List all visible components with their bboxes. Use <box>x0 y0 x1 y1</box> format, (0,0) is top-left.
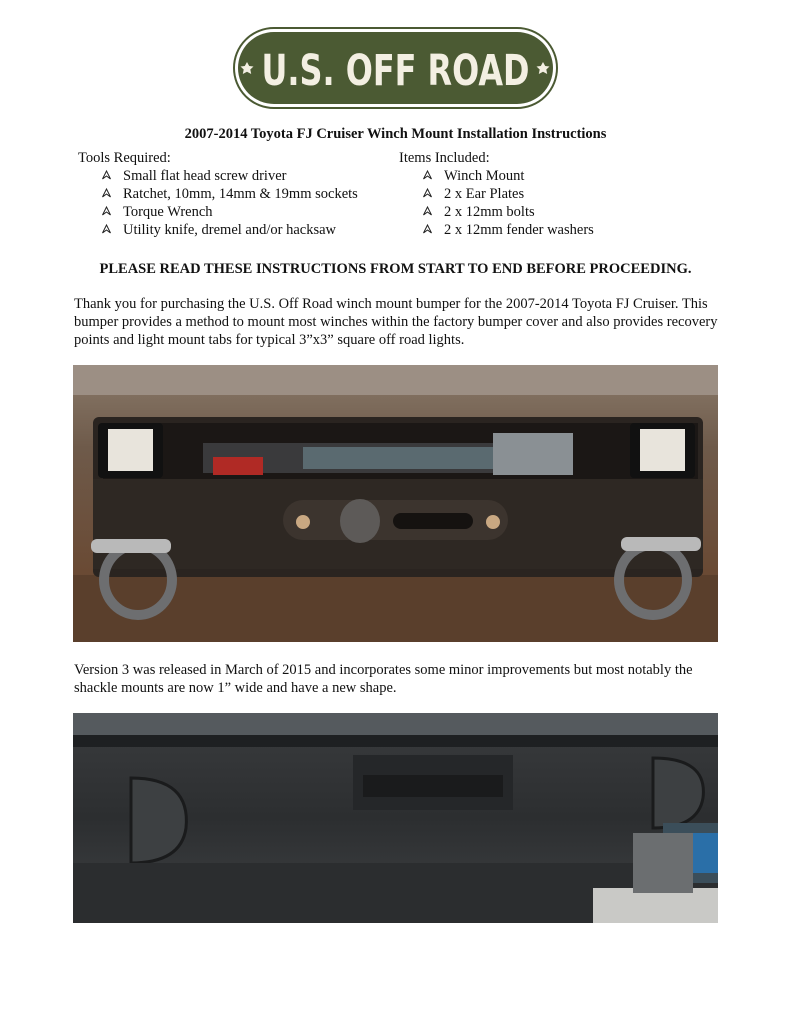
logo-text: U.S. OFF ROAD <box>261 46 530 96</box>
items-included-section <box>399 149 729 239</box>
version-note-paragraph: Version 3 was released in March of 2015 and incorporates some minor improvements but most notably the shackle mounts are now 1” wide and have a new shape. <box>74 662 693 696</box>
compass-bullet-icon <box>101 206 112 217</box>
compass-bullet-icon <box>101 224 112 235</box>
tools-heading: Tools Required: <box>78 150 171 166</box>
company-logo <box>233 27 558 109</box>
shackle-mount-photo <box>73 713 718 923</box>
tools-required-section <box>78 149 398 239</box>
compass-bullet-icon <box>101 170 112 181</box>
list-item: 2 x Ear Plates <box>399 185 729 203</box>
list-item: Ratchet, 10mm, 14mm & 19mm sockets <box>78 185 398 203</box>
list-item: Utility knife, dremel and/or hacksaw <box>78 221 398 239</box>
items-heading: Items Included: <box>399 150 490 166</box>
list-item: Winch Mount <box>399 167 729 185</box>
intro-paragraph: Thank you for purchasing the U.S. Off Road winch mount bumper for the 2007-2014 Toyota FJ Cruiser. This bumper provides a method to mount most winches within the factory bumper cover and also provides recovery points and light mount tabs for typical 3”x3” square off road lights. <box>74 296 718 348</box>
document-title: 2007-2014 Toyota FJ Cruiser Winch Mount Installation Instructions <box>184 126 607 142</box>
compass-bullet-icon <box>422 224 433 235</box>
compass-bullet-icon <box>101 188 112 199</box>
list-item: Torque Wrench <box>78 203 398 221</box>
compass-bullet-icon <box>422 170 433 181</box>
list-item: 2 x 12mm bolts <box>399 203 729 221</box>
list-item: 2 x 12mm fender washers <box>399 221 729 239</box>
winch-bumper-photo <box>73 365 718 642</box>
list-item: Small flat head screw driver <box>78 167 398 185</box>
compass-bullet-icon <box>422 206 433 217</box>
compass-bullet-icon <box>422 188 433 199</box>
read-instructions-notice: PLEASE READ THESE INSTRUCTIONS FROM START TO END BEFORE PROCEEDING. <box>99 261 692 277</box>
